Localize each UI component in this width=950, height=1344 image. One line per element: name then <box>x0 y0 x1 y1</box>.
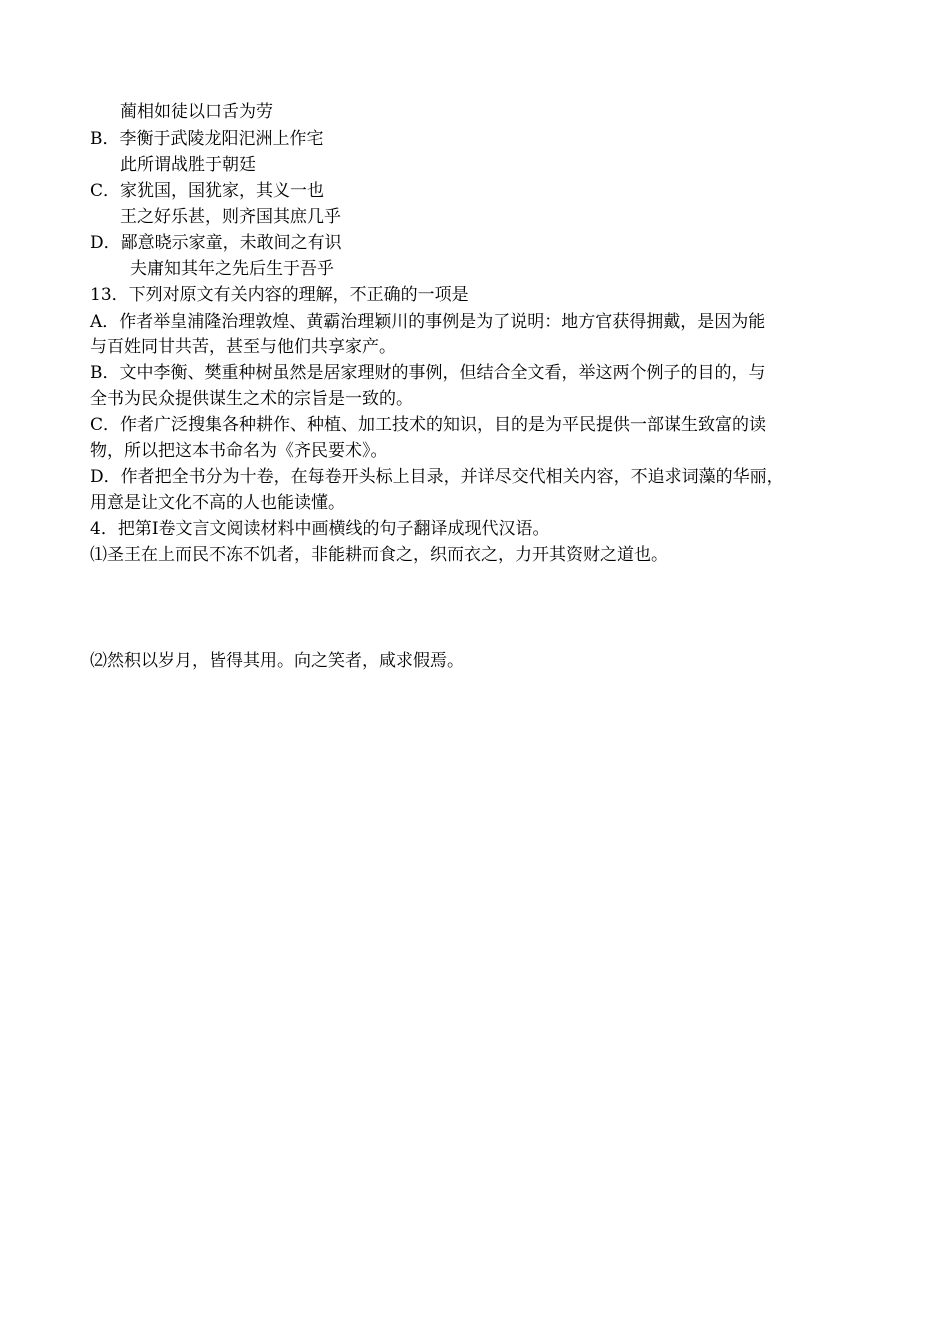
question-13-option-d-cont: 用意是让文化不高的人也能读懂。 <box>90 493 345 513</box>
question-13-option-d: D．作者把全书分为十卷，在每卷开头标上目录，并详尽交代相关内容，不追求词藻的华丽， <box>90 467 784 487</box>
text-line: 王之好乐甚，则齐国其庶几乎 <box>120 207 341 227</box>
option-b-line: B．李衡于武陵龙阳汜洲上作宅 <box>90 129 324 149</box>
text-line: 此所谓战胜于朝廷 <box>120 155 256 175</box>
option-d-line: D．鄙意晓示家童，未敢间之有识 <box>90 233 342 253</box>
text-line: 夫庸知其年之先后生于吾乎 <box>130 259 334 279</box>
option-c-line: C．家犹国，国犹家，其义一也 <box>90 181 325 201</box>
question-13-option-a: A．作者举皇浦隆治理敦煌、黄霸治理颖川的事例是为了说明：地方官获得拥戴，是因为能 <box>90 312 766 332</box>
question-13-option-a-cont: 与百姓同甘共苦，甚至与他们共享家产。 <box>90 337 396 357</box>
question-13-option-b-cont: 全书为民众提供谋生之术的宗旨是一致的。 <box>90 389 413 409</box>
question-13-option-c: C．作者广泛搜集各种耕作、种植、加工技术的知识，目的是为平民提供一部谋生致富的读 <box>90 415 767 435</box>
question-13-option-b: B．文中李衡、樊重种树虽然是居家理财的事例，但结合全文看，举这两个例子的目的，与 <box>90 363 766 383</box>
question-4: 4．把第Ⅰ卷文言文阅读材料中画横线的句子翻译成现代汉语。 <box>90 519 550 539</box>
question-13: 13．下列对原文有关内容的理解，不正确的一项是 <box>90 285 469 305</box>
question-4-sentence-1: ⑴圣王在上而民不冻不饥者，非能耕而食之，织而衣之，力开其资财之道也。 <box>90 545 668 565</box>
text-line: 蔺相如徒以口舌为劳 <box>120 102 273 122</box>
question-13-option-c-cont: 物，所以把这本书命名为《齐民要术》。 <box>90 441 388 461</box>
question-4-sentence-2: ⑵然积以岁月，皆得其用。向之笑者，咸求假焉。 <box>90 651 464 671</box>
